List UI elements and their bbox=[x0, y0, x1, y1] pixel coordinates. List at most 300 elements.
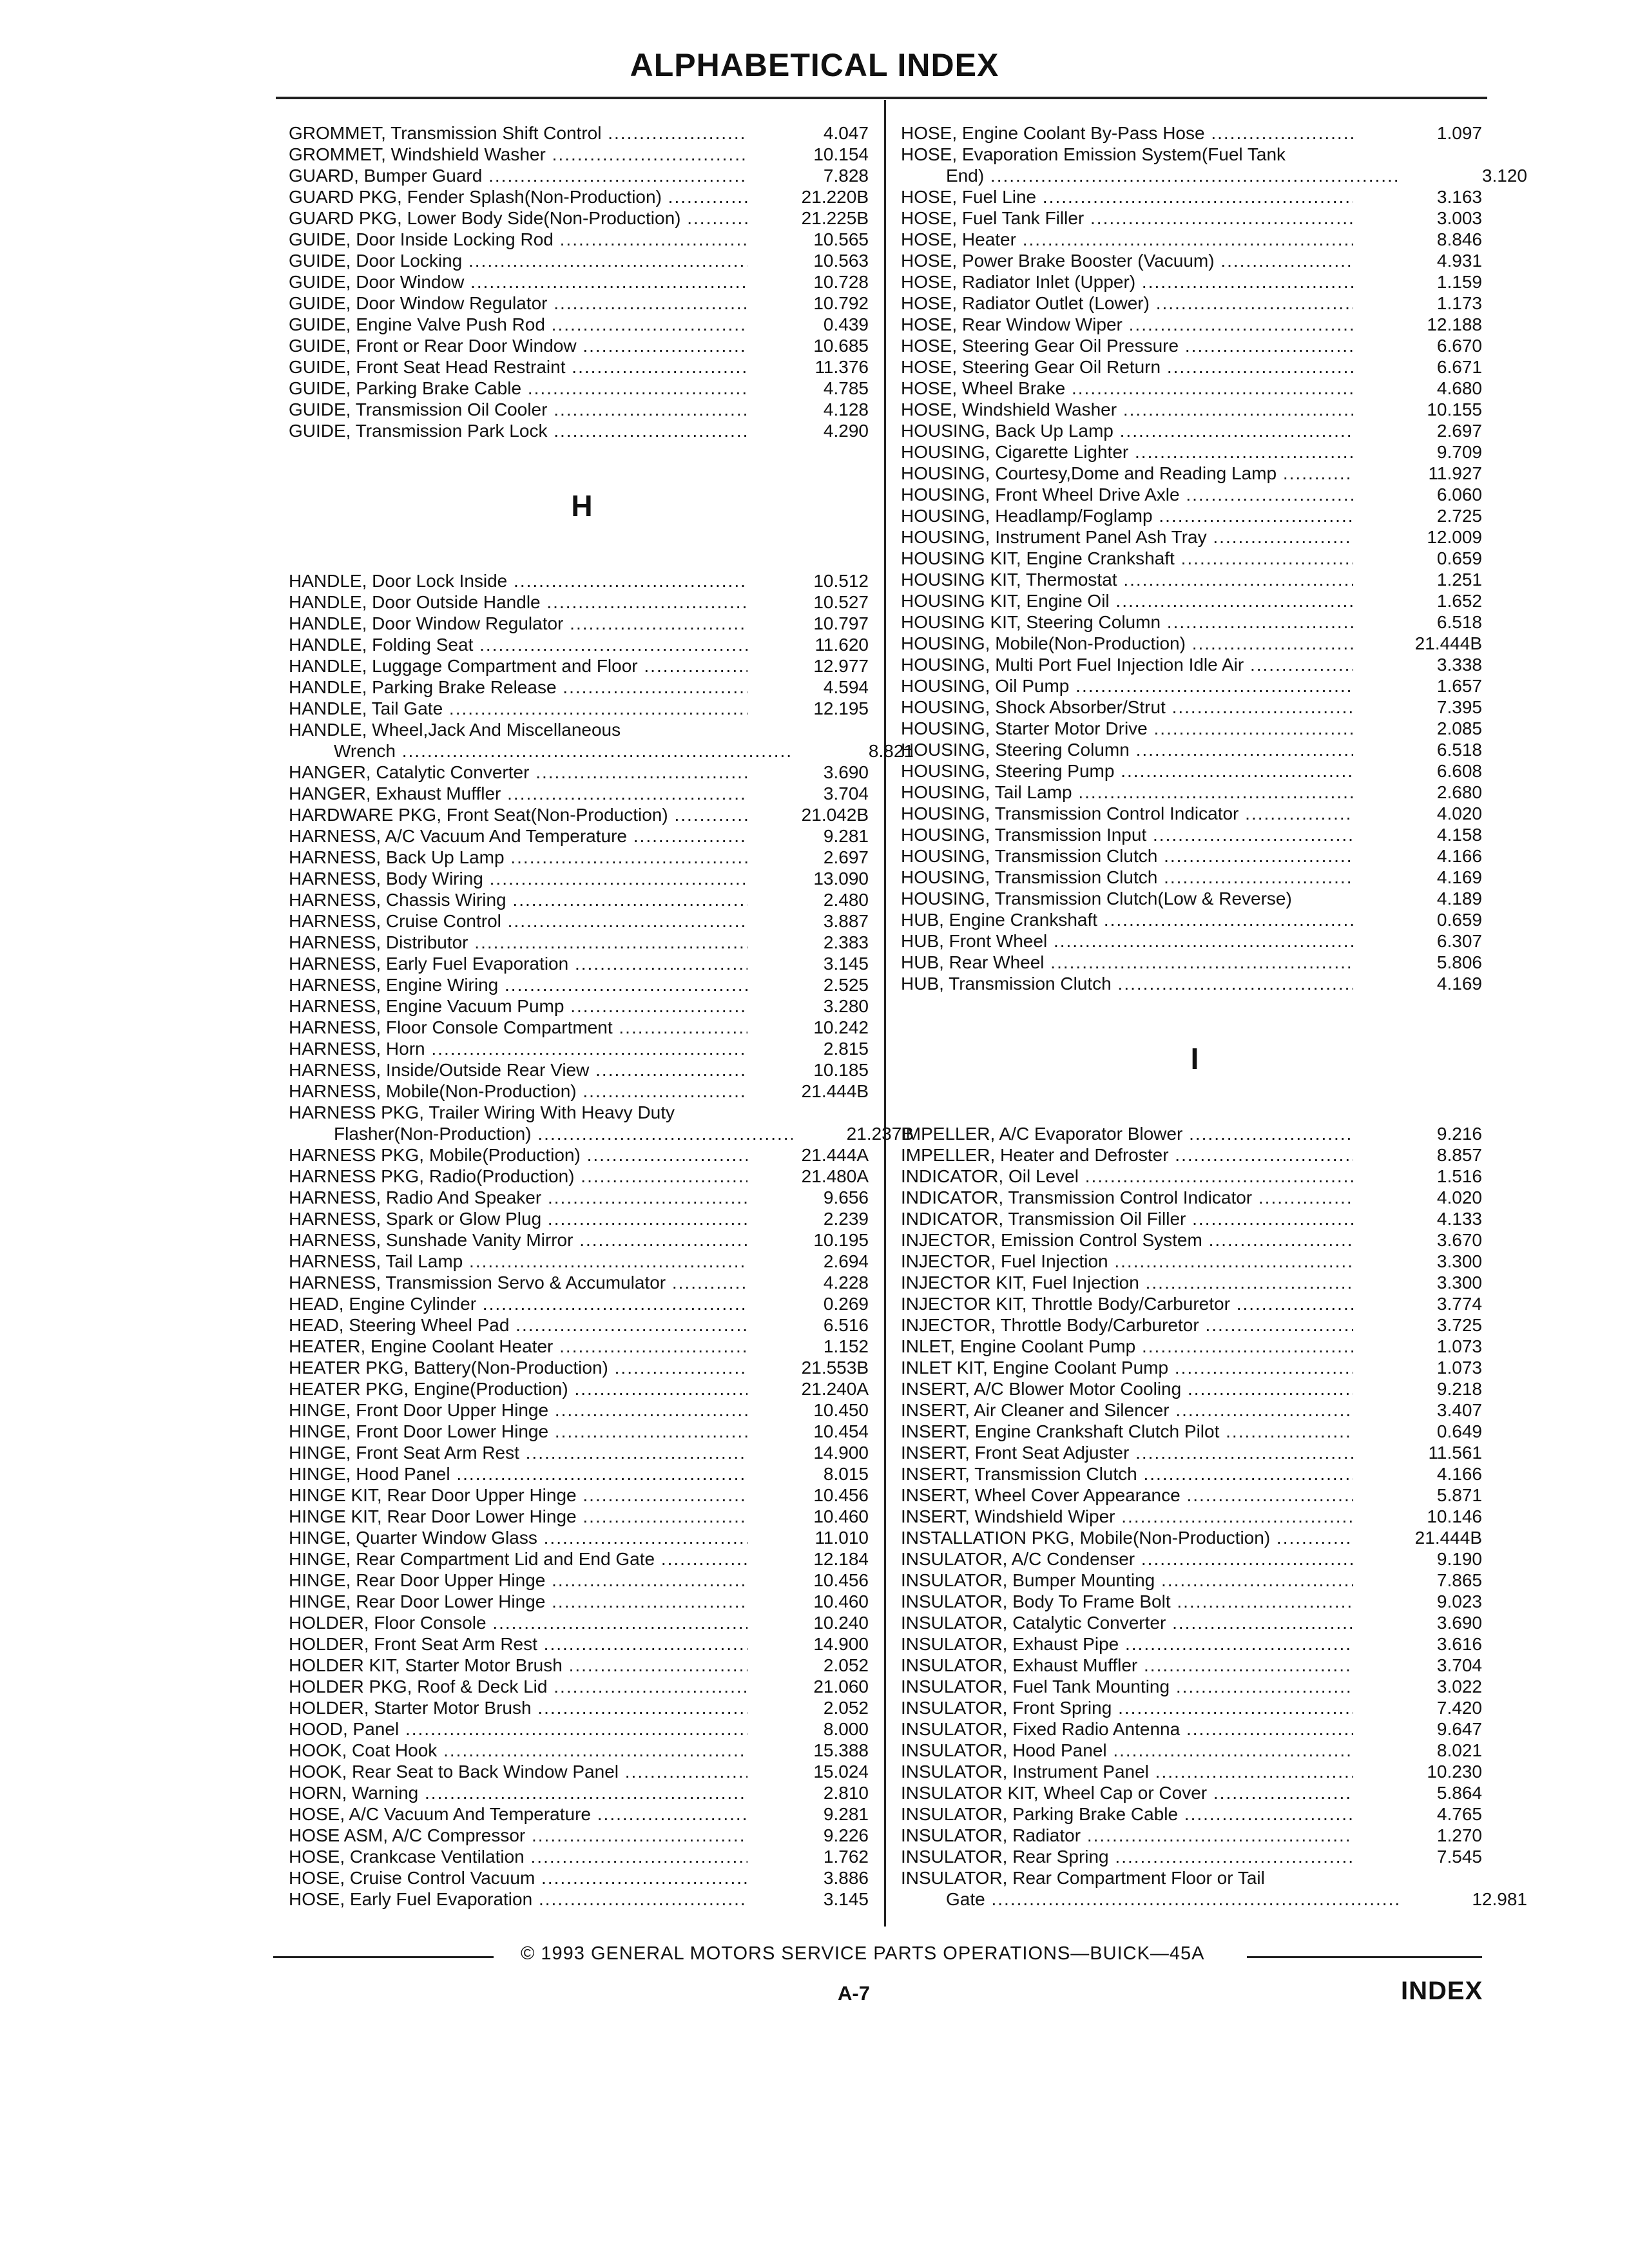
entry-name: INSULATOR, Body To Frame Bolt bbox=[901, 1591, 1171, 1611]
index-entry bbox=[289, 910, 875, 932]
entry-reference-number: 2.815 bbox=[823, 1039, 869, 1059]
index-entry bbox=[901, 1591, 1489, 1612]
index-entry bbox=[901, 1314, 1489, 1336]
index-entry bbox=[901, 463, 1489, 484]
entry-name: HINGE, Rear Door Lower Hinge bbox=[289, 1591, 546, 1611]
entry-reference-number: 3.690 bbox=[823, 762, 869, 782]
entry-reference-number: 4.680 bbox=[1436, 378, 1482, 398]
entry-reference-number: 10.146 bbox=[1427, 1506, 1482, 1526]
entry-reference-number: 9.226 bbox=[823, 1825, 869, 1845]
entry-reference-number: 4.169 bbox=[1436, 974, 1482, 994]
entry-name: HOUSING, Steering Pump bbox=[901, 761, 1115, 781]
entry-name: GUIDE, Front Seat Head Restraint bbox=[289, 357, 566, 377]
entry-name: HOSE, Cruise Control Vacuum bbox=[289, 1868, 535, 1888]
entry-name: HINGE KIT, Rear Door Lower Hinge bbox=[289, 1506, 577, 1526]
entry-reference-number: 4.020 bbox=[1436, 803, 1482, 823]
index-entry bbox=[901, 207, 1489, 229]
entry-reference-number: 4.047 bbox=[823, 123, 869, 143]
index-entry bbox=[901, 1357, 1489, 1378]
index-entry bbox=[901, 909, 1489, 930]
entry-name: HANDLE, Tail Gate bbox=[289, 698, 443, 718]
entry-name: HARNESS, Early Fuel Evaporation bbox=[289, 954, 569, 974]
index-entry bbox=[901, 1867, 1489, 1888]
entry-reference-number: 6.670 bbox=[1436, 336, 1482, 356]
index-entry bbox=[901, 335, 1489, 356]
entry-reference-number: 9.218 bbox=[1436, 1379, 1482, 1399]
entry-name: HOSE, Fuel Tank Filler bbox=[901, 208, 1084, 228]
index-entry bbox=[289, 825, 875, 847]
index-entry bbox=[289, 974, 875, 995]
entry-reference-number: 10.456 bbox=[813, 1485, 869, 1505]
index-entry bbox=[289, 293, 875, 314]
index-entry bbox=[289, 1782, 875, 1803]
entry-name: HARNESS, Horn bbox=[289, 1039, 425, 1059]
index-entry bbox=[901, 803, 1489, 824]
index-entry bbox=[901, 1378, 1489, 1399]
entry-reference-number: 9.281 bbox=[823, 1804, 869, 1824]
entry-reference-number: 6.060 bbox=[1436, 485, 1482, 505]
entry-name: HOUSING, Shock Absorber/Strut bbox=[901, 697, 1166, 717]
index-entry bbox=[289, 889, 875, 910]
index-entry bbox=[289, 1378, 875, 1399]
index-entry bbox=[901, 1229, 1489, 1251]
entry-reference-number: 3.300 bbox=[1436, 1273, 1482, 1293]
entry-reference-number: 4.020 bbox=[1436, 1187, 1482, 1207]
entry-reference-number: 10.456 bbox=[813, 1570, 869, 1590]
entry-name: INSULATOR KIT, Wheel Cap or Cover bbox=[901, 1783, 1208, 1803]
entry-name: HARNESS, Body Wiring bbox=[289, 869, 483, 889]
index-entry bbox=[289, 847, 875, 868]
entry-name: HARNESS, Engine Wiring bbox=[289, 975, 499, 995]
entry-reference-number: 3.163 bbox=[1436, 187, 1482, 207]
entry-name: HOUSING, Cigarette Lighter bbox=[901, 442, 1129, 462]
entry-name: INSULATOR, Hood Panel bbox=[901, 1740, 1107, 1760]
entry-name: INSULATOR, Fuel Tank Mounting bbox=[901, 1677, 1170, 1696]
index-entry bbox=[289, 1187, 875, 1208]
index-entry bbox=[289, 399, 875, 420]
entry-name: HOSE, Radiator Inlet (Upper) bbox=[901, 272, 1136, 292]
entry-name: HARNESS, Back Up Lamp bbox=[289, 847, 505, 867]
index-entry bbox=[289, 570, 875, 591]
index-entry bbox=[901, 271, 1489, 293]
entry-name: HOUSING, Multi Port Fuel Injection Idle Air bbox=[901, 655, 1244, 675]
entry-name: HOUSING, Transmission Clutch bbox=[901, 846, 1158, 866]
entry-name: HANDLE, Wheel,Jack And Miscellaneous bbox=[289, 720, 621, 740]
index-entry bbox=[289, 1867, 875, 1888]
entry-reference-number: 21.444B bbox=[801, 1081, 869, 1101]
index-entry bbox=[901, 1144, 1489, 1166]
index-list-h bbox=[289, 570, 914, 1910]
entry-name: INSERT, Front Seat Adjuster bbox=[901, 1443, 1130, 1463]
index-entry bbox=[289, 1314, 875, 1336]
entry-name: HANDLE, Door Lock Inside bbox=[289, 571, 508, 591]
entry-name: INSULATOR, Exhaust Muffler bbox=[901, 1655, 1138, 1675]
index-entry bbox=[289, 698, 875, 719]
index-entry bbox=[289, 1059, 875, 1081]
index-entry bbox=[901, 1697, 1489, 1718]
index-entry bbox=[901, 697, 1489, 718]
entry-name: HUB, Transmission Clutch bbox=[901, 974, 1112, 994]
entry-reference-number: 6.518 bbox=[1436, 612, 1482, 632]
entry-reference-number: 8.021 bbox=[1436, 1740, 1482, 1760]
entry-name: GUIDE, Engine Valve Push Rod bbox=[289, 314, 545, 334]
entry-name: HOUSING, Headlamp/Foglamp bbox=[901, 506, 1153, 526]
entry-name: HOSE, Power Brake Booster (Vacuum) bbox=[901, 251, 1215, 271]
entry-name: Flasher(Non-Production) bbox=[334, 1124, 532, 1144]
entry-name: HOUSING KIT, Engine Oil bbox=[901, 591, 1110, 611]
entry-name: HINGE, Front Seat Arm Rest bbox=[289, 1443, 519, 1463]
entry-name: GROMMET, Transmission Shift Control bbox=[289, 123, 602, 143]
entry-reference-number: 10.685 bbox=[813, 336, 869, 356]
index-entry bbox=[289, 1655, 875, 1676]
entry-name: HARDWARE PKG, Front Seat(Non-Production) bbox=[289, 805, 668, 825]
entry-name: HOLDER, Floor Console bbox=[289, 1613, 487, 1633]
index-entry bbox=[289, 762, 875, 783]
entry-reference-number: 2.810 bbox=[823, 1783, 869, 1803]
index-entry bbox=[901, 356, 1489, 378]
index-entry bbox=[901, 590, 1489, 611]
entry-reference-number: 11.376 bbox=[815, 357, 869, 377]
entry-reference-number: 0.649 bbox=[1436, 1421, 1482, 1441]
entry-reference-number: 4.166 bbox=[1436, 1464, 1482, 1484]
entry-reference-number: 2.697 bbox=[823, 847, 869, 867]
index-entry bbox=[901, 1782, 1489, 1803]
index-entry bbox=[289, 1442, 875, 1463]
entry-name: HARNESS, A/C Vacuum And Temperature bbox=[289, 826, 627, 846]
entry-reference-number: 4.290 bbox=[823, 421, 869, 441]
index-entry bbox=[289, 1612, 875, 1633]
entry-name: HOUSING, Starter Motor Drive bbox=[901, 718, 1148, 738]
index-entry bbox=[901, 1825, 1489, 1846]
entry-reference-number: 4.158 bbox=[1436, 825, 1482, 845]
index-entry bbox=[901, 1676, 1489, 1697]
entry-reference-number: 3.887 bbox=[823, 911, 869, 931]
index-entry bbox=[289, 1081, 875, 1102]
entry-name: HOSE, Engine Coolant By-Pass Hose bbox=[901, 123, 1205, 143]
entry-name: INSULATOR, Bumper Mounting bbox=[901, 1570, 1155, 1590]
section-heading-i: I bbox=[1190, 1042, 1199, 1075]
entry-reference-number: 3.670 bbox=[1436, 1230, 1482, 1250]
entry-name: HANGER, Catalytic Converter bbox=[289, 762, 530, 782]
entry-name: HOUSING KIT, Engine Crankshaft bbox=[901, 548, 1175, 568]
entry-name: HOUSING, Steering Column bbox=[901, 740, 1130, 760]
entry-reference-number: 1.073 bbox=[1436, 1358, 1482, 1378]
entry-name: End) bbox=[946, 166, 985, 186]
index-entry bbox=[901, 1166, 1489, 1187]
entry-name: HOOK, Coat Hook bbox=[289, 1740, 438, 1760]
entry-name: HINGE, Quarter Window Glass bbox=[289, 1528, 537, 1548]
entry-reference-number: 9.709 bbox=[1436, 442, 1482, 462]
index-list-g bbox=[289, 122, 875, 441]
index-entry bbox=[289, 1740, 875, 1761]
index-entry bbox=[289, 1697, 875, 1718]
entry-reference-number: 6.608 bbox=[1436, 761, 1482, 781]
entry-reference-number: 3.280 bbox=[823, 996, 869, 1016]
entry-reference-number: 3.338 bbox=[1436, 655, 1482, 675]
index-entry bbox=[901, 1463, 1489, 1485]
index-entry bbox=[289, 1251, 875, 1272]
entry-reference-number: 9.216 bbox=[1436, 1124, 1482, 1144]
index-entry bbox=[289, 1570, 875, 1591]
index-entry bbox=[901, 420, 1489, 441]
entry-name: HOUSING, Tail Lamp bbox=[901, 782, 1072, 802]
index-entry bbox=[901, 1527, 1489, 1548]
index-entry bbox=[901, 122, 1489, 144]
entry-name: HOUSING, Transmission Clutch bbox=[901, 867, 1158, 887]
right-column bbox=[901, 122, 1527, 1910]
entry-name: INJECTOR, Throttle Body/Carburetor bbox=[901, 1315, 1199, 1335]
entry-reference-number: 0.269 bbox=[823, 1294, 869, 1314]
entry-name: GUIDE, Transmission Oil Cooler bbox=[289, 399, 548, 419]
index-entry bbox=[901, 1506, 1489, 1527]
entry-name: HANDLE, Parking Brake Release bbox=[289, 677, 557, 697]
entry-reference-number: 10.185 bbox=[813, 1060, 869, 1080]
index-entry bbox=[289, 250, 875, 271]
entry-reference-number: 11.010 bbox=[815, 1528, 869, 1548]
entry-reference-number: 6.516 bbox=[823, 1315, 869, 1335]
entry-name: HANDLE, Luggage Compartment and Floor bbox=[289, 656, 638, 676]
entry-reference-number: 3.704 bbox=[1436, 1655, 1482, 1675]
entry-name: GUIDE, Transmission Park Lock bbox=[289, 421, 548, 441]
index-entry bbox=[289, 1357, 875, 1378]
index-entry bbox=[289, 655, 875, 677]
entry-reference-number: 9.281 bbox=[823, 826, 869, 846]
index-entry bbox=[901, 186, 1489, 207]
entry-name: HEATER PKG, Engine(Production) bbox=[289, 1379, 568, 1399]
entry-name: HUB, Engine Crankshaft bbox=[901, 910, 1098, 930]
entry-name: HOSE, Crankcase Ventilation bbox=[289, 1847, 525, 1867]
entry-name: HOUSING, Oil Pump bbox=[901, 676, 1070, 696]
entry-reference-number: 10.563 bbox=[813, 251, 869, 271]
entry-name: INDICATOR, Oil Level bbox=[901, 1166, 1079, 1186]
entry-name: HOSE, Wheel Brake bbox=[901, 378, 1066, 398]
index-entry bbox=[901, 569, 1489, 590]
entry-name: INSERT, Transmission Clutch bbox=[901, 1464, 1137, 1484]
entry-name: GUIDE, Door Window bbox=[289, 272, 465, 292]
entry-name: GUARD PKG, Fender Splash(Non-Production) bbox=[289, 187, 662, 207]
index-list-h-continued bbox=[901, 122, 1527, 994]
index-entry bbox=[901, 1718, 1489, 1740]
entry-reference-number: 21.060 bbox=[813, 1677, 869, 1696]
entry-reference-number: 1.251 bbox=[1436, 570, 1482, 590]
entry-name: HOSE ASM, A/C Compressor bbox=[289, 1825, 526, 1845]
entry-reference-number: 4.128 bbox=[823, 399, 869, 419]
index-entry bbox=[901, 250, 1489, 271]
index-entry bbox=[901, 1761, 1489, 1782]
index-list-i bbox=[901, 1123, 1527, 1910]
index-entry bbox=[901, 1655, 1489, 1676]
entry-reference-number: 3.704 bbox=[823, 783, 869, 803]
entry-name: GUIDE, Front or Rear Door Window bbox=[289, 336, 577, 356]
entry-reference-number: 6.307 bbox=[1436, 931, 1482, 951]
entry-name: INSERT, A/C Blower Motor Cooling bbox=[901, 1379, 1182, 1399]
entry-name: HOUSING, Front Wheel Drive Axle bbox=[901, 485, 1180, 505]
index-entry bbox=[289, 1208, 875, 1229]
entry-name: INSULATOR, Fixed Radio Antenna bbox=[901, 1719, 1181, 1739]
entry-name: INJECTOR KIT, Fuel Injection bbox=[901, 1273, 1139, 1293]
index-entry bbox=[901, 675, 1489, 697]
entry-name: HINGE, Front Door Lower Hinge bbox=[289, 1421, 549, 1441]
index-entry bbox=[901, 548, 1489, 569]
index-entry bbox=[901, 441, 1489, 463]
entry-name: HOSE, Heater bbox=[901, 229, 1016, 249]
entry-reference-number: 10.797 bbox=[813, 613, 869, 633]
entry-name: HARNESS, Sunshade Vanity Mirror bbox=[289, 1230, 574, 1250]
index-entry bbox=[901, 1336, 1489, 1357]
index-entry bbox=[901, 293, 1489, 314]
index-entry bbox=[901, 1187, 1489, 1208]
entry-reference-number: 3.886 bbox=[823, 1868, 869, 1888]
index-entry bbox=[289, 932, 875, 953]
entry-name: HOUSING, Back Up Lamp bbox=[901, 421, 1113, 441]
index-entry bbox=[289, 953, 875, 974]
entry-reference-number: 4.228 bbox=[823, 1273, 869, 1293]
entry-name: IMPELLER, A/C Evaporator Blower bbox=[901, 1124, 1183, 1144]
index-entry bbox=[901, 1123, 1489, 1144]
entry-reference-number: 21.444A bbox=[801, 1145, 869, 1165]
entry-name: HINGE, Rear Compartment Lid and End Gate bbox=[289, 1549, 655, 1569]
index-entry bbox=[289, 1506, 875, 1527]
index-entry bbox=[901, 1272, 1489, 1293]
index-entry bbox=[901, 760, 1489, 782]
index-entry bbox=[289, 1166, 875, 1187]
entry-reference-number: 3.003 bbox=[1436, 208, 1482, 228]
entry-name: HINGE, Hood Panel bbox=[289, 1464, 450, 1484]
entry-name: HOLDER PKG, Roof & Deck Lid bbox=[289, 1677, 548, 1696]
entry-reference-number: 2.694 bbox=[823, 1251, 869, 1271]
entry-name: INSERT, Engine Crankshaft Clutch Pilot bbox=[901, 1421, 1220, 1441]
entry-reference-number: 5.806 bbox=[1436, 952, 1482, 972]
entry-name: HOUSING, Instrument Panel Ash Tray bbox=[901, 527, 1207, 547]
index-entry bbox=[289, 783, 875, 804]
entry-name: INSULATOR, Front Spring bbox=[901, 1698, 1112, 1718]
entry-reference-number: 2.480 bbox=[823, 890, 869, 910]
entry-reference-number: 10.512 bbox=[813, 571, 869, 591]
index-entry bbox=[289, 719, 875, 740]
entry-reference-number: 11.561 bbox=[1428, 1443, 1482, 1463]
entry-reference-number: 1.270 bbox=[1436, 1825, 1482, 1845]
entry-name: INSULATOR, Instrument Panel bbox=[901, 1762, 1149, 1782]
entry-reference-number: 1.097 bbox=[1436, 123, 1482, 143]
entry-name: HOSE, Rear Window Wiper bbox=[901, 314, 1123, 334]
entry-reference-number: 11.927 bbox=[1428, 463, 1482, 483]
index-entry bbox=[901, 973, 1489, 994]
entry-name: INSULATOR, A/C Condenser bbox=[901, 1549, 1135, 1569]
index-entry bbox=[289, 1272, 875, 1293]
entry-name: INSERT, Windshield Wiper bbox=[901, 1506, 1115, 1526]
entry-name: GROMMET, Windshield Washer bbox=[289, 144, 546, 164]
entry-name: HOUSING, Courtesy,Dome and Reading Lamp bbox=[901, 463, 1277, 483]
entry-name: HOLDER KIT, Starter Motor Brush bbox=[289, 1655, 563, 1675]
index-entry bbox=[901, 739, 1489, 760]
entry-reference-number: 4.594 bbox=[823, 677, 869, 697]
index-entry bbox=[289, 314, 875, 335]
entry-reference-number: 12.009 bbox=[1427, 527, 1482, 547]
entry-name: HEATER, Engine Coolant Heater bbox=[289, 1336, 554, 1356]
entry-reference-number: 2.525 bbox=[823, 975, 869, 995]
column-divider bbox=[884, 100, 886, 1927]
entry-reference-number: 1.073 bbox=[1436, 1336, 1482, 1356]
index-entry bbox=[901, 654, 1489, 675]
entry-name: HARNESS, Transmission Servo & Accumulator bbox=[289, 1273, 666, 1293]
entry-reference-number: 8.000 bbox=[823, 1719, 869, 1739]
entry-reference-number: 2.725 bbox=[1436, 506, 1482, 526]
index-entry bbox=[901, 611, 1489, 633]
entry-reference-number: 4.133 bbox=[1436, 1209, 1482, 1229]
entry-name: INJECTOR, Emission Control System bbox=[901, 1230, 1202, 1250]
entry-reference-number: 21.237B bbox=[846, 1124, 914, 1144]
entry-name: HOSE, Steering Gear Oil Pressure bbox=[901, 336, 1179, 356]
entry-reference-number: 6.518 bbox=[1436, 740, 1482, 760]
index-entry bbox=[901, 399, 1489, 420]
index-entry bbox=[901, 1548, 1489, 1570]
index-entry bbox=[289, 1527, 875, 1548]
entry-name: HARNESS, Radio And Speaker bbox=[289, 1187, 542, 1207]
entry-reference-number: 10.230 bbox=[1427, 1762, 1482, 1782]
index-entry bbox=[901, 484, 1489, 505]
entry-reference-number: 1.152 bbox=[823, 1336, 869, 1356]
page-title: ALPHABETICAL INDEX bbox=[630, 47, 999, 83]
index-entry bbox=[289, 1017, 875, 1038]
index-entry bbox=[901, 1740, 1489, 1761]
footer-copyright: © 1993 GENERAL MOTORS SERVICE PARTS OPERATIONS—BUICK—45A bbox=[521, 1943, 1205, 1964]
entry-name: INSULATOR, Rear Compartment Floor or Tail bbox=[901, 1868, 1265, 1888]
entry-name: INSULATOR, Radiator bbox=[901, 1825, 1081, 1845]
left-column bbox=[289, 122, 914, 1910]
entry-name: HARNESS, Inside/Outside Rear View bbox=[289, 1060, 590, 1080]
entry-reference-number: 3.690 bbox=[1436, 1613, 1482, 1633]
entry-reference-number: 21.225B bbox=[801, 208, 869, 228]
entry-reference-number: 9.647 bbox=[1436, 1719, 1482, 1739]
entry-name: GUIDE, Door Inside Locking Rod bbox=[289, 229, 554, 249]
entry-reference-number: 8.015 bbox=[823, 1464, 869, 1484]
entry-name: HUB, Rear Wheel bbox=[901, 952, 1045, 972]
entry-name: HOSE, Steering Gear Oil Return bbox=[901, 357, 1161, 377]
entry-name: HOOK, Rear Seat to Back Window Panel bbox=[289, 1762, 619, 1782]
index-entry bbox=[289, 1485, 875, 1506]
entry-name: HOUSING, Transmission Input bbox=[901, 825, 1147, 845]
index-entry bbox=[289, 1718, 875, 1740]
entry-reference-number: 14.900 bbox=[813, 1634, 869, 1654]
index-entry bbox=[901, 1251, 1489, 1272]
entry-name: GUARD, Bumper Guard bbox=[289, 166, 483, 186]
index-entry bbox=[289, 740, 914, 762]
entry-name: HOSE, Windshield Washer bbox=[901, 399, 1117, 419]
entry-name: HARNESS, Chassis Wiring bbox=[289, 890, 506, 910]
entry-reference-number: 4.785 bbox=[823, 378, 869, 398]
entry-reference-number: 21.240A bbox=[801, 1379, 869, 1399]
index-entry bbox=[289, 591, 875, 613]
index-entry bbox=[289, 1676, 875, 1697]
entry-name: HARNESS, Spark or Glow Plug bbox=[289, 1209, 542, 1229]
index-entry bbox=[289, 1229, 875, 1251]
entry-reference-number: 21.444B bbox=[1414, 1528, 1482, 1548]
entry-reference-number: 21.480A bbox=[801, 1166, 869, 1186]
entry-name: HOSE, A/C Vacuum And Temperature bbox=[289, 1804, 591, 1824]
entry-name: INDICATOR, Transmission Control Indicator bbox=[901, 1187, 1253, 1207]
entry-reference-number: 4.765 bbox=[1436, 1804, 1482, 1824]
index-entry bbox=[289, 186, 875, 207]
index-entry bbox=[901, 1612, 1489, 1633]
entry-reference-number: 10.195 bbox=[813, 1230, 869, 1250]
entry-name: HEAD, Engine Cylinder bbox=[289, 1294, 477, 1314]
index-entry bbox=[901, 505, 1489, 526]
index-entry bbox=[901, 1803, 1489, 1825]
entry-name: INJECTOR, Fuel Injection bbox=[901, 1251, 1108, 1271]
entry-name: HOSE, Fuel Line bbox=[901, 187, 1037, 207]
index-entry bbox=[289, 1293, 875, 1314]
entry-reference-number: 1.652 bbox=[1436, 591, 1482, 611]
